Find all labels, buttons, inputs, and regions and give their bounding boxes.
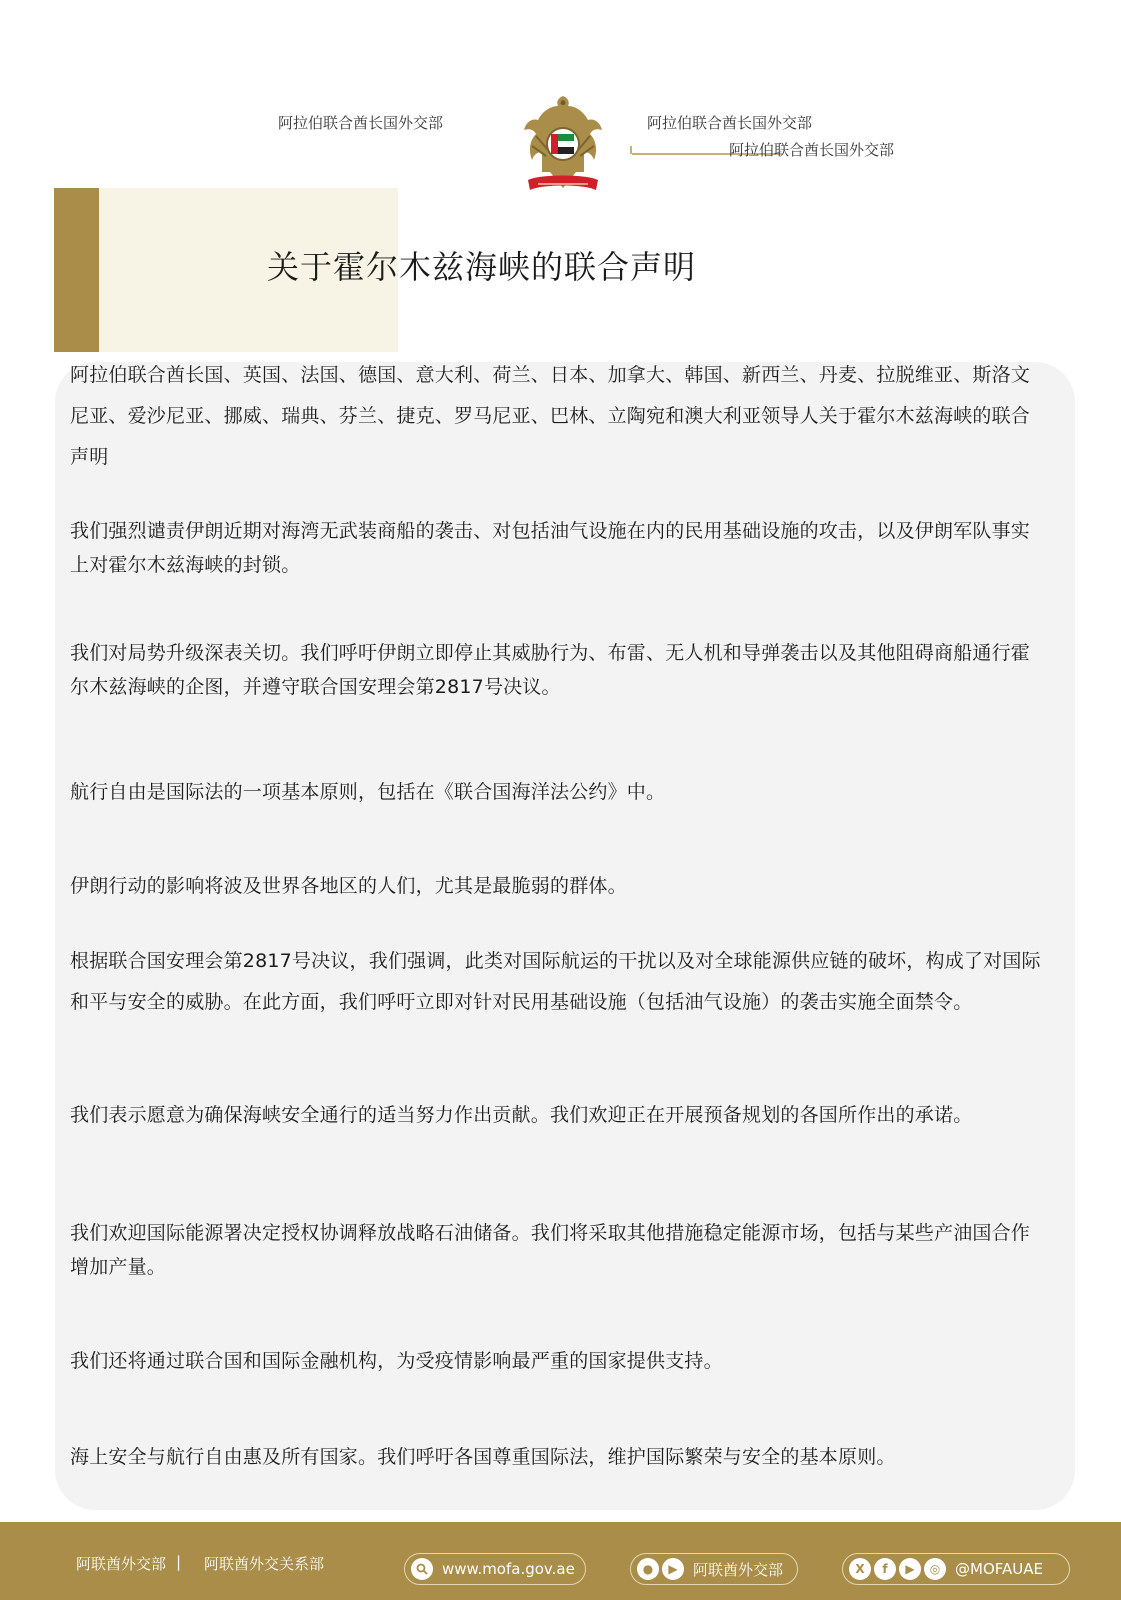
apple-icon: ● (637, 1558, 659, 1580)
header-ministry-label-right-2: 阿拉伯联合酋长国外交部 (729, 141, 895, 159)
paragraph-support: 我们还将通过联合国和国际金融机构，为受疫情影响最严重的国家提供支持。 (70, 1350, 723, 1372)
paragraph-security-council: 根据联合国安理会第2817号决议，我们强调，此类对国际航运的干扰以及对全球能源供应链的破坏，构成了对国际和平与安全的威胁。在此方面，我们呼吁立即对针对民用基础设施（包括油气设施）的袭击实施全面禁令。 (70, 950, 1041, 1013)
x-twitter-icon[interactable]: X (849, 1558, 871, 1580)
paragraph-maritime-security: 海上安全与航行自由惠及所有国家。我们呼吁各国尊重国际法，维护国际繁荣与安全的基本原则。 (70, 1446, 896, 1468)
paragraph-freedom-navigation: 航行自由是国际法的一项基本原则，包括在《联合国海洋法公约》中。 (70, 781, 666, 803)
facebook-icon[interactable]: f (874, 1558, 896, 1580)
instagram-icon[interactable]: ◎ (924, 1558, 946, 1580)
youtube-icon[interactable]: ▶ (899, 1558, 921, 1580)
paragraph-contribution: 我们表示愿意为确保海峡安全通行的适当努力作出贡献。我们欢迎正在开展预备规划的各国所作出的承诺。 (70, 1104, 973, 1126)
google-play-icon: ▶ (662, 1558, 684, 1580)
header-ministry-label-right-1: 阿拉伯联合酋长国外交部 (647, 114, 813, 132)
footer-org-2: 阿联酋外交关系部 (204, 1555, 325, 1573)
header-ministry-label-left: 阿拉伯联合酋长国外交部 (278, 114, 444, 132)
footer-social-links[interactable] (842, 1553, 1070, 1585)
footer-org-1: 阿联酋外交部 (76, 1555, 167, 1573)
footer-website-link[interactable] (404, 1553, 586, 1585)
uae-emblem-falcon-icon (520, 92, 606, 198)
footer-separator: | (176, 1553, 182, 1571)
search-icon (411, 1558, 433, 1580)
paragraph-signatories: 阿拉伯联合酋长国、英国、法国、德国、意大利、荷兰、日本、加拿大、韩国、新西兰、丹麦、拉脱维亚、斯洛文尼亚、爱沙尼亚、挪威、瑞典、芬兰、捷克、罗马尼亚、巴林、立陶宛和澳大利亚领导人关于霍尔木兹海峡的联合声明 (70, 364, 1031, 468)
footer-website-label: www.mofa.gov.ae (442, 1560, 575, 1578)
footer-app-store-link[interactable] (630, 1553, 798, 1585)
document-title: 关于霍尔木兹海峡的联合声明 (267, 248, 697, 286)
footer-app-label: 阿联酋外交部 (693, 1560, 784, 1579)
paragraph-impact: 伊朗行动的影响将波及世界各地区的人们，尤其是最脆弱的群体。 (70, 875, 627, 897)
title-accent-bar (54, 188, 99, 352)
paragraph-concern: 我们对局势升级深表关切。我们呼吁伊朗立即停止其威胁行为、布雷、无人机和导弹袭击以及其他阻碍商船通行霍尔木兹海峡的企图，并遵守联合国安理会第2817号决议。 (70, 642, 1031, 698)
paragraph-condemnation: 我们强烈谴责伊朗近期对海湾无武装商船的袭击、对包括油气设施在内的民用基础设施的攻击，以及伊朗军队事实上对霍尔木兹海峡的封锁。 (70, 520, 1031, 576)
paragraph-energy-reserves: 我们欢迎国际能源署决定授权协调释放战略石油储备。我们将采取其他措施稳定能源市场，包括与某些产油国合作增加产量。 (70, 1222, 1031, 1278)
footer-social-handle: @MOFAUAE (955, 1560, 1043, 1578)
